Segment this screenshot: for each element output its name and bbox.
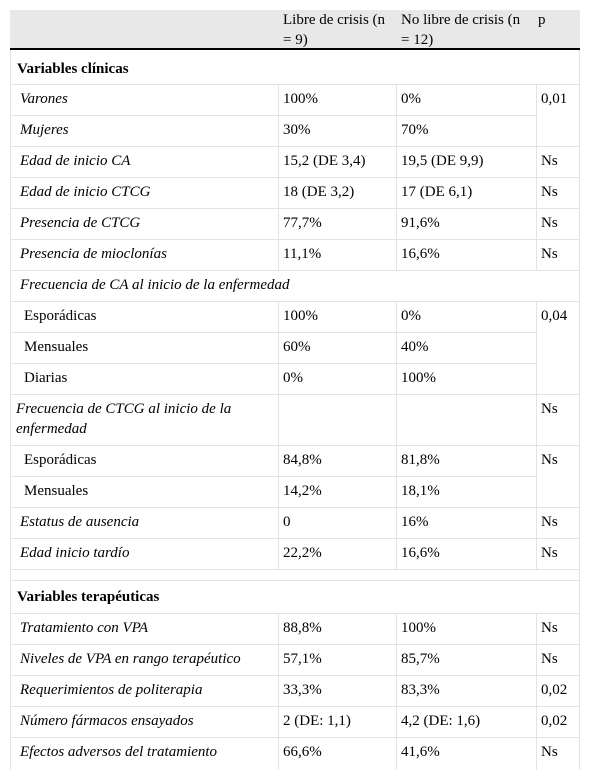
cell-libre: 33,3%: [283, 682, 322, 698]
grid-line: [396, 84, 397, 270]
cell-libre: 14,2%: [283, 483, 322, 499]
cell-libre: 11,1%: [283, 246, 322, 262]
grid-line: [10, 239, 580, 240]
grid-line: [10, 613, 580, 614]
cell-no-libre: 100%: [401, 370, 436, 386]
cell-p: 0,01: [541, 91, 568, 107]
cell-no-libre: 41,6%: [401, 744, 440, 760]
cell-p: Ns: [541, 401, 558, 417]
cell-no-libre: 16,6%: [401, 246, 440, 262]
cell-p: Ns: [541, 514, 558, 530]
cell-no-libre: 19,5 (DE 9,9): [401, 153, 484, 169]
section-clinical: Variables clínicas: [17, 61, 129, 77]
row-label: Número fármacos ensayados: [20, 713, 194, 729]
cell-no-libre: 18,1%: [401, 483, 440, 499]
table-row: [10, 84, 580, 115]
cell-no-libre: 40%: [401, 339, 429, 355]
cell-libre: 66,6%: [283, 744, 322, 760]
row-label: Efectos adversos del tratamiento: [20, 744, 218, 760]
cell-no-libre: 81,8%: [401, 452, 440, 468]
grid-line: [10, 208, 580, 209]
table-row: [10, 737, 580, 768]
table-row: [10, 115, 580, 146]
row-label: Frecuencia de CTCG al inicio de la enfermedad: [16, 401, 232, 437]
cell-p: 0,02: [541, 713, 568, 729]
grid-line: [10, 476, 536, 477]
grid-line: [10, 394, 580, 395]
cell-libre: 60%: [283, 339, 311, 355]
cell-no-libre: 16,6%: [401, 545, 440, 561]
grid-line: [10, 363, 536, 364]
cell-p: Ns: [541, 452, 558, 468]
grid-line: [10, 569, 580, 570]
grid-line: [396, 613, 397, 770]
grid-line: [579, 50, 580, 770]
grid-line: [10, 580, 580, 581]
cell-p: Ns: [541, 184, 558, 200]
grid-line: [10, 737, 580, 738]
grid-line: [10, 115, 536, 116]
grid-line: [10, 50, 11, 770]
table-row: [10, 301, 580, 332]
row-label: Varones: [20, 91, 68, 107]
cell-p: Ns: [541, 651, 558, 667]
cell-p: Ns: [541, 545, 558, 561]
grid-line: [396, 301, 397, 569]
cell-libre: 88,8%: [283, 620, 322, 636]
grid-line: [10, 706, 580, 707]
table-row: [10, 538, 580, 569]
cell-no-libre: 100%: [401, 620, 436, 636]
cell-libre: 77,7%: [283, 215, 322, 231]
table-row: [10, 177, 580, 208]
grid-line: [10, 332, 536, 333]
grid-line: [10, 538, 580, 539]
table-row: [10, 332, 580, 363]
row-label: Presencia de mioclonías: [20, 246, 167, 262]
grid-line: [278, 301, 279, 569]
table-row: [10, 239, 580, 270]
grid-line: [10, 507, 580, 508]
header-libre: Libre de crisis (n = 9): [283, 12, 386, 48]
row-label: Estatus de ausencia: [20, 514, 140, 530]
cell-no-libre: 4,2 (DE: 1,6): [401, 713, 481, 729]
table-row: [10, 706, 580, 737]
cell-libre: 100%: [283, 308, 318, 324]
cell-no-libre: 83,3%: [401, 682, 440, 698]
grid-line: [536, 301, 537, 569]
cell-no-libre: 0%: [401, 91, 421, 107]
cell-libre: 22,2%: [283, 545, 322, 561]
table-header: [10, 10, 580, 48]
grid-line: [10, 270, 580, 271]
grid-line: [10, 644, 580, 645]
cell-p: 0,04: [541, 308, 568, 324]
section-row: [10, 580, 580, 613]
cell-libre: 2 (DE: 1,1): [283, 713, 351, 729]
cell-p: Ns: [541, 620, 558, 636]
cell-libre: 15,2 (DE 3,4): [283, 153, 366, 169]
row-label: Edad de inicio CTCG: [20, 184, 151, 200]
grid-line: [536, 613, 537, 770]
section-row: [10, 50, 580, 84]
grid-line: [10, 445, 580, 446]
cell-p: Ns: [541, 153, 558, 169]
table-row: [10, 270, 580, 301]
cell-libre: 57,1%: [283, 651, 322, 667]
row-label: Mensuales: [24, 483, 89, 499]
cell-p: Ns: [541, 215, 558, 231]
cell-no-libre: 17 (DE 6,1): [401, 184, 473, 200]
cell-libre: 0: [283, 514, 291, 530]
cell-p: Ns: [541, 246, 558, 262]
row-label: Diarias: [24, 370, 68, 386]
cell-p: Ns: [541, 744, 558, 760]
row-label: Esporádicas: [24, 308, 97, 324]
grid-line: [278, 613, 279, 770]
table-row: [10, 208, 580, 239]
table-row: [10, 445, 580, 476]
grid-line: [278, 84, 279, 270]
grid-line: [10, 146, 580, 147]
table-row: [10, 394, 580, 445]
row-label: Edad de inicio CA: [20, 153, 131, 169]
grid-line: [10, 675, 580, 676]
row-label: Esporádicas: [24, 452, 97, 468]
row-label: Presencia de CTCG: [20, 215, 141, 231]
cell-libre: 100%: [283, 91, 318, 107]
cell-libre: 18 (DE 3,2): [283, 184, 355, 200]
row-label: Mujeres: [20, 122, 69, 138]
cell-libre: 30%: [283, 122, 311, 138]
cell-no-libre: 0%: [401, 308, 421, 324]
row-label: Requerimientos de politerapia: [20, 682, 203, 698]
table-row: [10, 675, 580, 706]
table-row: [10, 363, 580, 394]
row-label: Niveles de VPA en rango terapéutico: [20, 651, 241, 667]
row-label: Frecuencia de CA al inicio de la enfermedad: [20, 277, 290, 293]
cell-no-libre: 70%: [401, 122, 429, 138]
table-row: [10, 644, 580, 675]
row-label: Edad inicio tardío: [20, 545, 130, 561]
row-label: Mensuales: [24, 339, 89, 355]
cell-p: 0,02: [541, 682, 568, 698]
cell-no-libre: 16%: [401, 514, 429, 530]
grid-line: [10, 301, 580, 302]
header-p: p: [538, 12, 546, 28]
cell-no-libre: 91,6%: [401, 215, 440, 231]
table-row: [10, 476, 580, 507]
grid-line: [10, 84, 580, 85]
row-label: Tratamiento con VPA: [20, 620, 149, 636]
header-no-libre: No libre de crisis (n = 12): [401, 12, 521, 48]
grid-line: [10, 177, 580, 178]
cell-no-libre: 85,7%: [401, 651, 440, 667]
table-row: [10, 146, 580, 177]
spacer-row: [10, 569, 580, 580]
cell-libre: 84,8%: [283, 452, 322, 468]
section-therapeutic: Variables terapéuticas: [17, 589, 160, 605]
grid-line: [536, 84, 537, 270]
cell-libre: 0%: [283, 370, 303, 386]
table-row: [10, 507, 580, 538]
table-row: [10, 613, 580, 644]
